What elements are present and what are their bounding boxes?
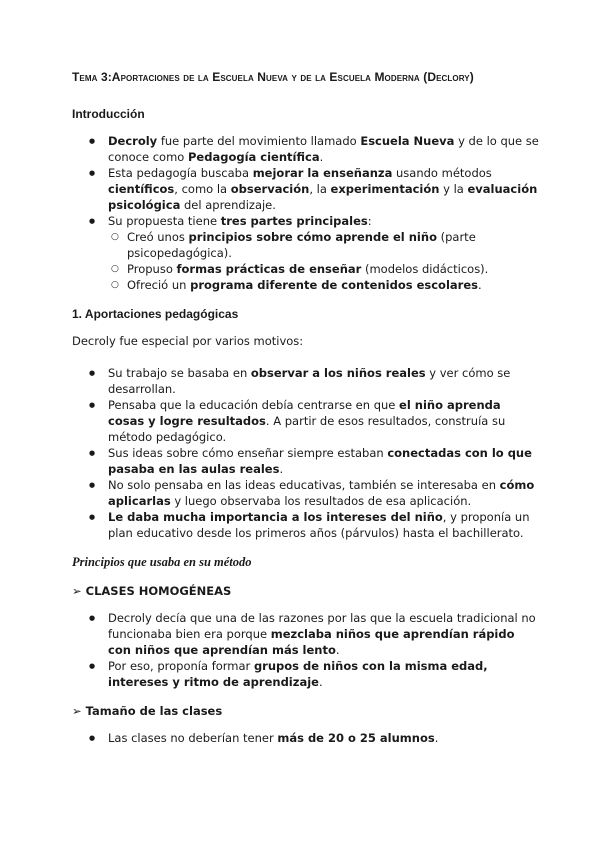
list-item: ● Su propuesta tiene tres partes principales: ○ Creó unos principios sobre cómo aprende el niño (parte psicopedagógica). ○ Propuso formas prácticas de enseñar (modelos didácticos). ○ Ofreció un programa diferente de contenidos escolares. (72, 213, 540, 293)
sub-list (108, 229, 540, 293)
list-item: ● Las clases no deberían tener más de 20 o 25 alumnos. (72, 730, 540, 746)
list-item: ● Decroly fue parte del movimiento llamado Escuela Nueva y de lo que se conoce como Pedagogía científica. (72, 133, 540, 165)
list-item: ● Esta pedagogía buscaba mejorar la enseñanza usando métodos científicos, como la observación, la experimentación y la evaluación psicológica del aprendizaje. (72, 165, 540, 213)
tamano-clases-heading: ➢ Tamaño de las clases (72, 704, 223, 718)
sub-list-item: ○ Creó unos principios sobre cómo aprende el niño (parte psicopedagógica). (72, 229, 540, 261)
list-item: ● Sus ideas sobre cómo enseñar siempre estaban conectadas con lo que pasaba en las aulas reales. (72, 445, 540, 477)
clases-homogeneas-heading: ➢ CLASES HOMOGÉNEAS (72, 584, 232, 598)
section1-list (72, 365, 540, 541)
list-item: ● Su trabajo se basaba en observar a los niños reales y ver cómo se desarrollan. (72, 365, 540, 397)
intro-list (72, 133, 540, 293)
list-item: ● Decroly decía que una de las razones por las que la escuela tradicional no funcionaba bien era porque mezclaba niños que aprendían rápido con niños que aprendían más lento. (72, 610, 540, 658)
sub-list-item: ○ Ofreció un programa diferente de contenidos escolares. (72, 277, 540, 293)
list-item: ● Le daba mucha importancia a los intereses del niño, y proponía un plan educativo desde los primeros años (párvulos) hasta el bachillerato. (72, 509, 540, 541)
principles-heading: Principios que usaba en su método (72, 555, 252, 569)
clases-homogeneas-list (72, 610, 540, 690)
section1-lead: Decroly fue especial por varios motivos: (72, 334, 304, 348)
section1-heading: 1. Aportaciones pedagógicas (72, 307, 239, 321)
list-item: ● No solo pensaba en las ideas educativas, también se interesaba en cómo aplicarlas y luego observaba los resultados de esa aplicación. (72, 477, 540, 509)
document-title: Tema 3:Aportaciones de la Escuela Nueva y de la Escuela Moderna (Declory) (72, 70, 474, 84)
list-item: ● Por eso, proponía formar grupos de niños con la misma edad, intereses y ritmo de aprendizaje. (72, 658, 540, 690)
tamano-clases-list (72, 730, 540, 746)
intro-heading: Introducción (72, 107, 145, 121)
sub-list-item: ○ Propuso formas prácticas de enseñar (modelos didácticos). (72, 261, 540, 277)
list-item: ● Pensaba que la educación debía centrarse en que el niño aprenda cosas y logre resultados. A partir de esos resultados, construía su método pedagógico. (72, 397, 540, 445)
